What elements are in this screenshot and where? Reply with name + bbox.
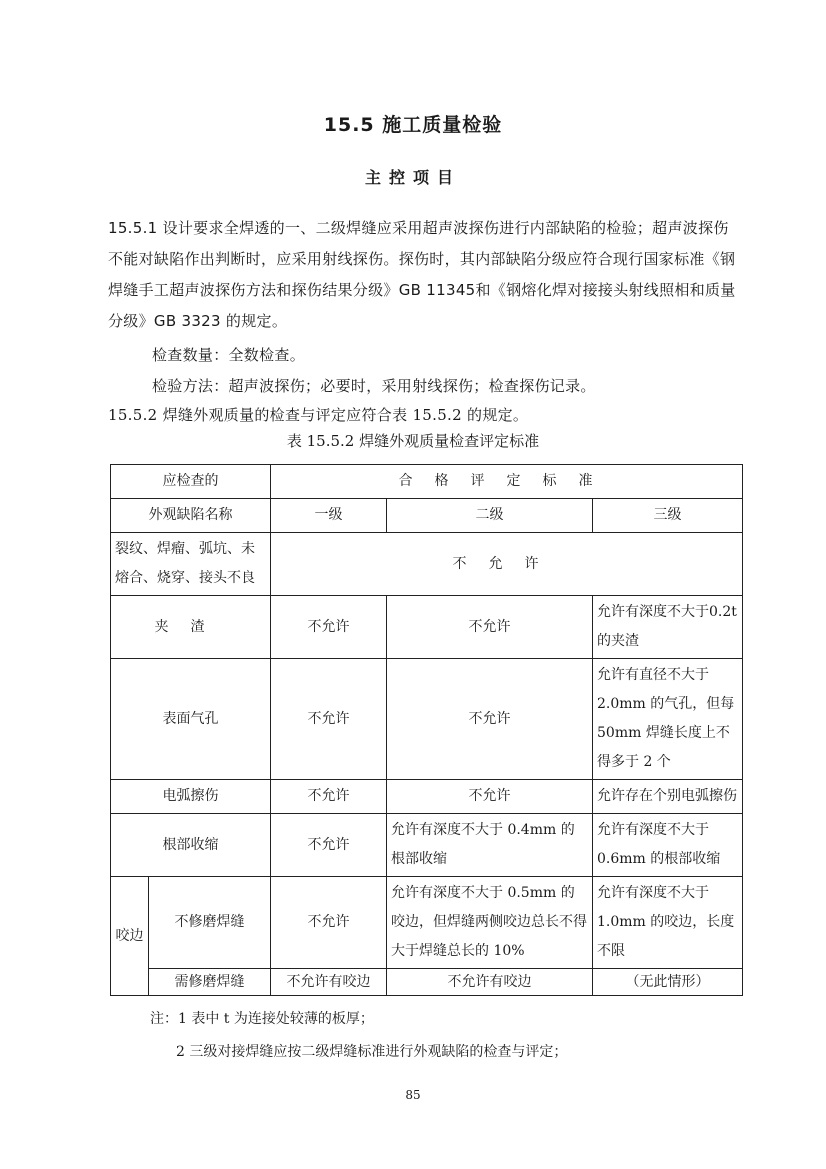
header-grade-1: 一级	[271, 499, 387, 533]
header-grade-3: 三级	[593, 499, 743, 533]
table-note-2: 2 三级对接焊缝应按二级焊缝标准进行外观缺陷的检查与评定；	[176, 1044, 568, 1060]
row-crack-all: 不允许	[271, 533, 743, 596]
header-defect-name-line2: 外观缺陷名称	[111, 499, 271, 533]
row-root-g1: 不允许	[271, 814, 387, 877]
subsection-title: 主控项目	[364, 168, 461, 187]
row-undercut-sub1-g3: 允许有深度不大于1.0mm 的咬边，长度不限	[593, 877, 743, 969]
row-arc-name: 电弧擦伤	[111, 780, 271, 814]
row-pore-g1: 不允许	[271, 659, 387, 780]
header-grade-2: 二级	[387, 499, 593, 533]
row-slag-g3: 允许有深度不大于0.2t 的夹渣	[593, 596, 743, 659]
table-row	[111, 659, 743, 780]
page-number: 85	[405, 1088, 421, 1102]
row-pore-g3: 允许有直径不大于2.0mm 的气孔，但每 50mm 焊缝长度上不得多于 2 个	[593, 659, 743, 780]
row-slag-g1: 不允许	[271, 596, 387, 659]
row-arc-g3: 允许存在个别电弧擦伤	[593, 780, 743, 814]
row-root-g3: 允许有深度不大于0.6mm 的根部收缩	[593, 814, 743, 877]
table-header-row	[111, 499, 743, 533]
row-undercut-sub1-name: 不修磨焊缝	[149, 877, 271, 969]
header-defect-name-line1: 应检查的	[111, 465, 271, 499]
row-undercut-sub2-name: 需修磨焊缝	[149, 969, 271, 996]
row-undercut-sub2-g2: 不允许有咬边	[387, 969, 593, 996]
table-row	[111, 596, 743, 659]
row-arc-g1: 不允许	[271, 780, 387, 814]
row-pore-g2: 不允许	[387, 659, 593, 780]
row-crack-name: 裂纹、焊瘤、弧坑、未熔合、烧穿、接头不良	[111, 533, 271, 596]
table-row	[111, 780, 743, 814]
row-slag-name: 夹渣	[111, 596, 271, 659]
row-pore-name: 表面气孔	[111, 659, 271, 780]
inspection-quantity: 检查数量：全数检查。	[152, 346, 306, 364]
row-root-g2: 允许有深度不大于 0.4mm 的根部收缩	[387, 814, 593, 877]
header-criteria-group: 合格评定标准	[271, 465, 743, 499]
row-undercut-group: 咬边	[111, 877, 149, 996]
clause-15-5-1: 15.5.1 设计要求全焊透的一、二级焊缝应采用超声波探伤进行内部缺陷的检验；超声波探伤不能对缺陷作出判断时，应采用射线探伤。探伤时，其内部缺陷分级应符合现行国家标准《钢焊缝手工超声波探伤方法和探伤结果分级》GB 11345和《钢熔化焊对接接头射线照相和质量分级》GB 3323 的规定。	[108, 219, 736, 330]
table-row	[111, 814, 743, 877]
table-row	[111, 533, 743, 596]
row-arc-g2: 不允许	[387, 780, 593, 814]
row-undercut-sub1-g2: 允许有深度不大于 0.5mm 的咬边，但焊缝两侧咬边总长不得大于焊缝总长的 10%	[387, 877, 593, 969]
row-undercut-sub2-g1: 不允许有咬边	[271, 969, 387, 996]
table-header-row	[111, 465, 743, 499]
row-root-name: 根部收缩	[111, 814, 271, 877]
row-undercut-sub1-g1: 不允许	[271, 877, 387, 969]
table-row	[111, 969, 743, 996]
row-slag-g2: 不允许	[387, 596, 593, 659]
section-title: 15.5 施工质量检验	[323, 114, 503, 136]
weld-appearance-table	[110, 464, 743, 996]
table-caption: 表 15.5.2 焊缝外观质量检查评定标准	[286, 432, 540, 450]
table-row	[111, 877, 743, 969]
clause-15-5-2: 15.5.2 焊缝外观质量的检查与评定应符合表 15.5.2 的规定。	[108, 406, 529, 424]
row-undercut-sub2-g3: （无此情形）	[593, 969, 743, 996]
inspection-method: 检验方法：超声波探伤；必要时，采用射线探伤；检查探伤记录。	[152, 377, 596, 395]
table-note-1: 注：1 表中 t 为连接处较薄的板厚；	[150, 1011, 374, 1027]
